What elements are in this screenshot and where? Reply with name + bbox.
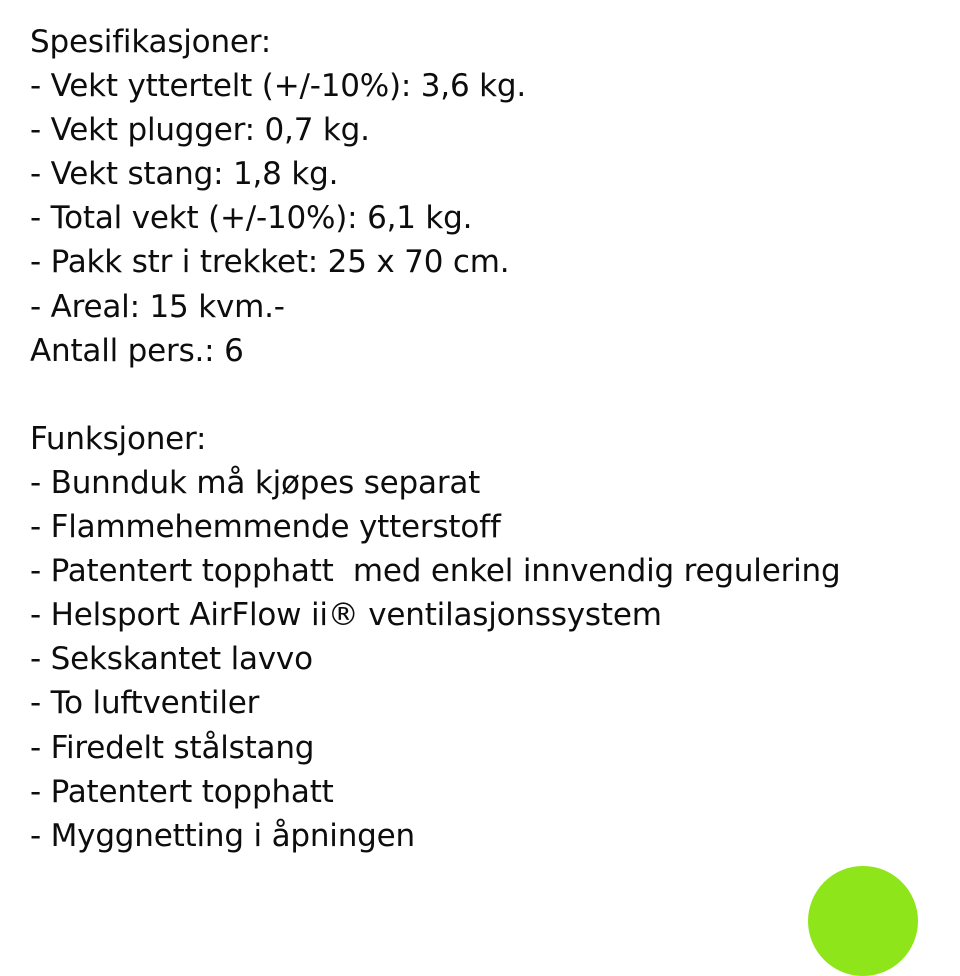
feature-line-flame-retardant: - Flammehemmende ytterstoff	[30, 509, 501, 546]
spec-line-total-weight: - Total vekt (+/-10%): 6,1 kg.	[30, 200, 473, 237]
spec-line-area: - Areal: 15 kvm.-	[30, 288, 285, 325]
blank-line	[30, 373, 940, 417]
feature-line-air-vents: - To luftventiler	[30, 685, 260, 722]
spec-heading: Spesifikasjoner:	[30, 24, 272, 60]
feature-line-airflow: - Helsport AirFlow ii® ventilasjonssystem	[30, 597, 662, 634]
spec-line-pack-size: - Pakk str i trekket: 25 x 70 cm.	[30, 244, 510, 281]
feature-line-hexagonal: - Sekskantet lavvo	[30, 641, 313, 678]
feature-line-groundsheet: - Bunnduk må kjøpes separat	[30, 464, 481, 501]
feature-line-steel-pole: - Firedelt stålstang	[30, 729, 315, 766]
features-heading: Funksjoner:	[30, 420, 207, 457]
feature-line-top-hat: - Patentert topphatt	[30, 773, 334, 810]
floating-action-button[interactable]	[808, 866, 918, 976]
spec-line-weight-pegs: - Vekt plugger: 0,7 kg.	[30, 112, 370, 149]
note-body[interactable]	[30, 20, 940, 858]
spec-line-weight-pole: - Vekt stang: 1,8 kg.	[30, 156, 339, 193]
persons-line: Antall pers.: 6	[30, 332, 244, 369]
feature-line-mosquito-net: - Myggnetting i åpningen	[30, 817, 415, 854]
spec-line-weight-outer-tent: - Vekt yttertelt (+/-10%): 3,6 kg.	[30, 68, 527, 105]
feature-line-top-hat-regulation: - Patentert topphatt med enkel innvendig regulering	[30, 553, 841, 590]
